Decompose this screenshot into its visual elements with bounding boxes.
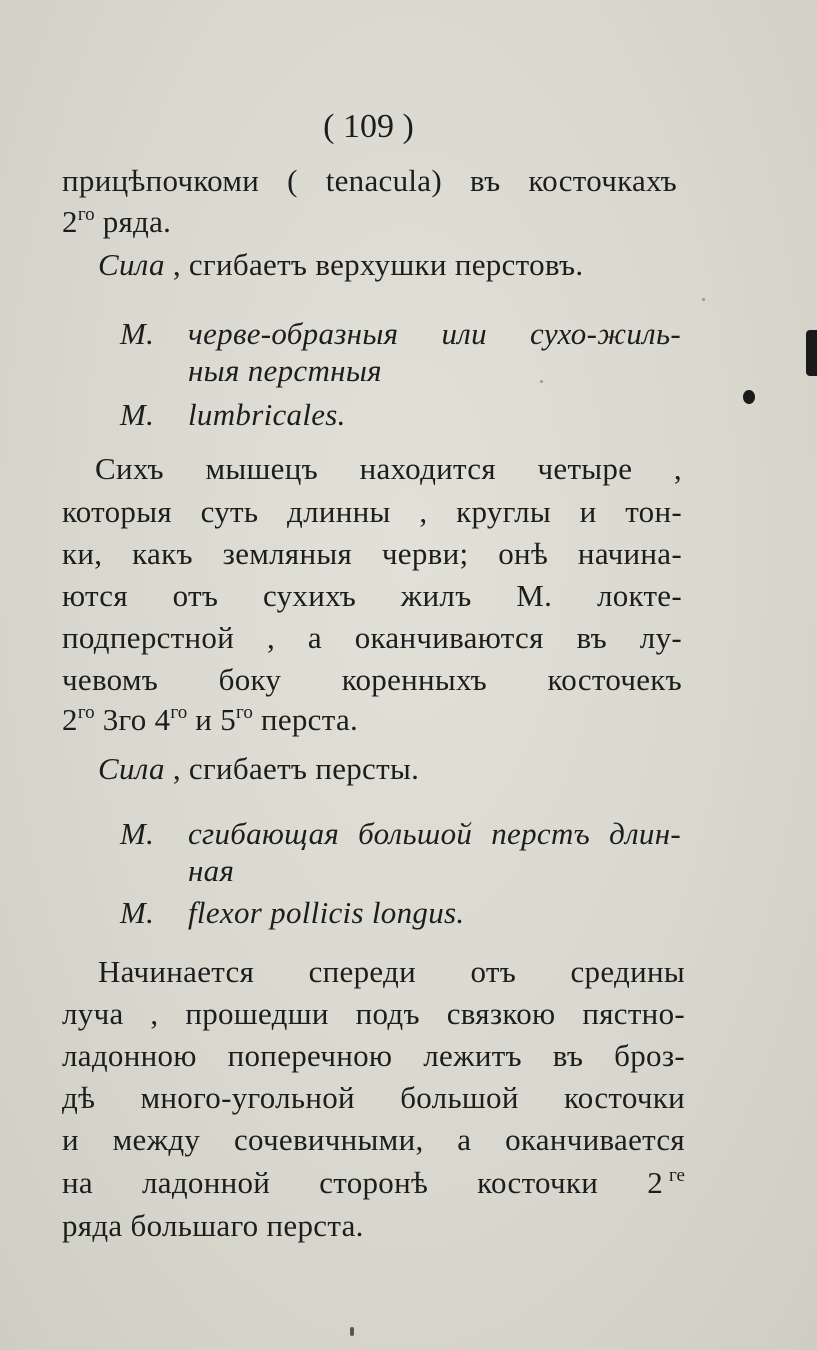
muscle-label: М. xyxy=(120,816,155,851)
ordinal-suffix: го xyxy=(77,702,95,723)
text-line xyxy=(62,1165,685,1201)
action-text: , сгибаетъ верхушки перстовъ. xyxy=(164,247,584,282)
paper-speck xyxy=(702,298,705,301)
text-line: прицѣпочкоми ( tenacula) въ косточкахъ xyxy=(62,163,677,198)
text-fragment: ряда. xyxy=(94,204,172,239)
muscle-name-russian: черве-образныя или сухо-жиль- xyxy=(188,316,681,351)
ordinal-suffix: го xyxy=(236,702,253,723)
action-heading: Сила xyxy=(98,247,165,282)
text-line xyxy=(62,702,358,738)
text-line: Сихъ мышецъ находится четыре , xyxy=(95,451,682,486)
action-text: , сгибаетъ персты. xyxy=(164,751,420,786)
ordinal-suffix: го xyxy=(170,702,188,723)
text-line: ряда большаго перста. xyxy=(62,1208,364,1243)
text-line: чевомъ боку коренныхъ косточекъ xyxy=(62,662,682,697)
ordinal-suffix: го xyxy=(77,204,95,225)
text-line: ки, какъ земляныя черви; онѣ начина- xyxy=(62,536,682,571)
text-line: Начинается спереди отъ средины xyxy=(98,954,685,989)
muscle-name-latin: flexor pollicis longus. xyxy=(188,895,465,930)
muscle-name-russian: ная xyxy=(188,853,235,888)
text-line: ются отъ сухихъ жилъ М. локте- xyxy=(62,578,682,613)
text-fragment: и xyxy=(187,702,221,737)
page-number: ( 109 ) xyxy=(323,108,414,145)
ordinal-number: 2 xyxy=(62,204,78,239)
text-line: и между сочевичными, а оканчивается xyxy=(62,1122,685,1157)
muscle-label: M. xyxy=(120,895,155,930)
ordinal-number: 5 xyxy=(220,702,237,737)
muscle-name-latin: lumbricales. xyxy=(188,397,346,432)
ordinal-number: 2 xyxy=(62,702,78,737)
text-fragment: на ладонной сторонѣ косточки 2 xyxy=(62,1165,664,1200)
text-line: подперстной , а оканчиваются въ лу- xyxy=(62,620,682,655)
ordinal-number: 3го xyxy=(94,702,155,737)
text-line xyxy=(62,204,171,240)
text-line: которыя суть длинны , круглы и тон- xyxy=(62,494,682,529)
action-heading: Сила xyxy=(98,751,165,786)
paper-speck xyxy=(350,1327,354,1336)
paper-speck xyxy=(540,380,543,383)
muscle-label: М. xyxy=(120,316,155,351)
ordinal-number: 4 xyxy=(154,702,171,737)
text-line: луча , прошедши подъ связкою пястно- xyxy=(62,996,685,1031)
text-line: дѣ много-угольной большой косточки xyxy=(62,1080,685,1115)
ordinal-suffix: ге xyxy=(669,1165,685,1186)
action-line xyxy=(98,247,583,283)
muscle-name-russian: ныя перстныя xyxy=(188,353,382,388)
binding-shadow-mark xyxy=(806,330,817,376)
muscle-name-russian: сгибающая большой перстъ длин- xyxy=(188,816,681,851)
muscle-label: M. xyxy=(120,397,155,432)
ink-blot xyxy=(743,390,755,404)
text-line: ладонною поперечною лежитъ въ броз- xyxy=(62,1038,685,1073)
action-line xyxy=(98,751,419,787)
text-fragment: перста. xyxy=(252,702,359,737)
